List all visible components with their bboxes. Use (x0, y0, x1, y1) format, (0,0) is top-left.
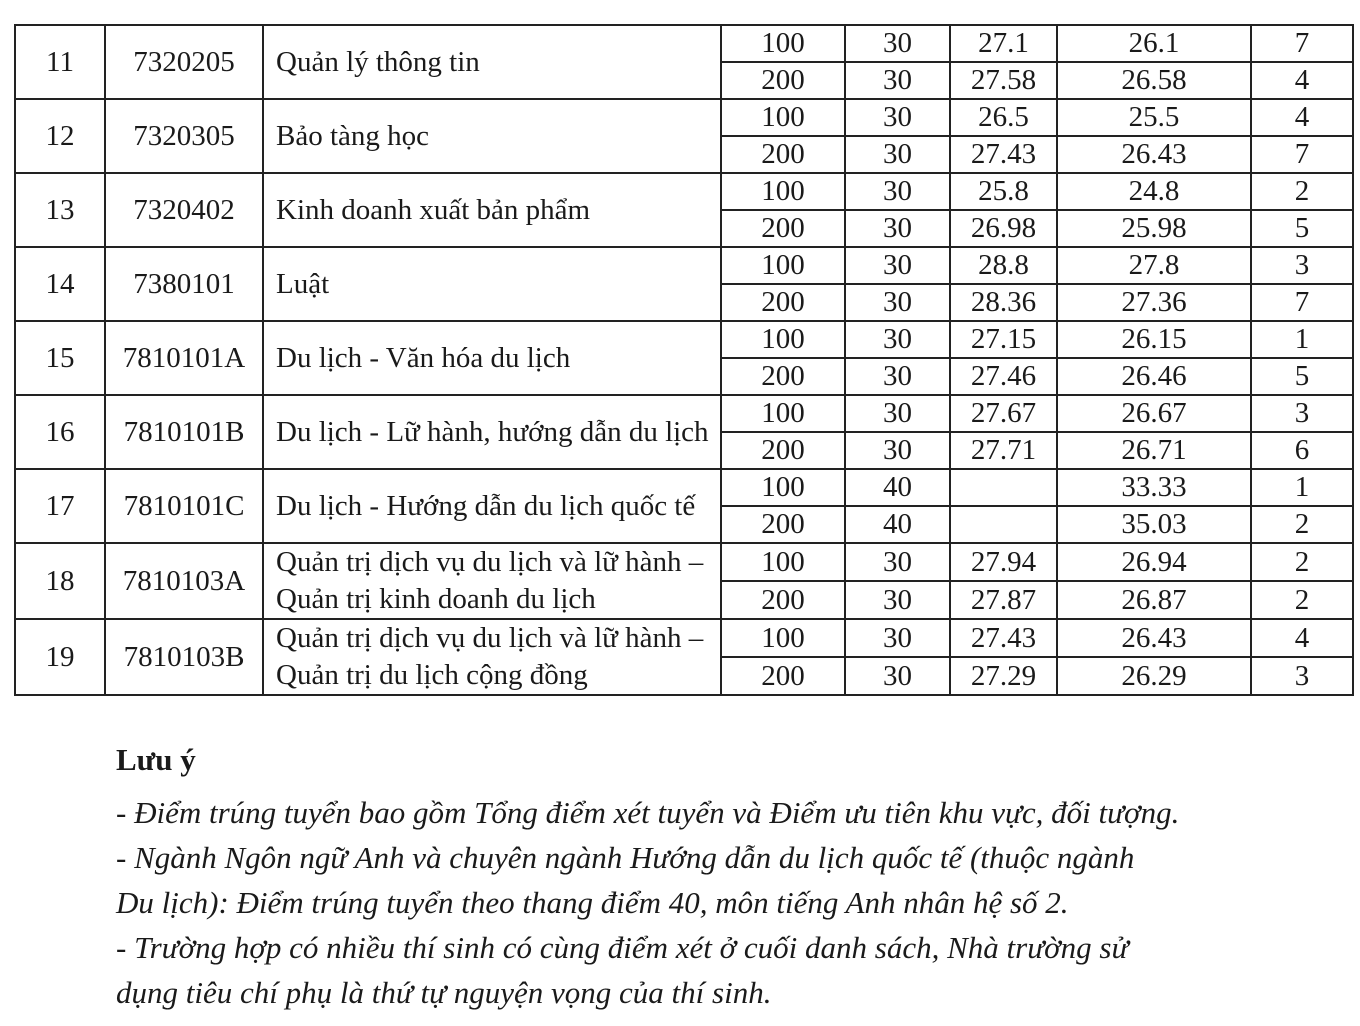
table-body (15, 25, 1353, 695)
major-code: 7380101 (105, 247, 263, 321)
score-scale: 30 (845, 247, 950, 284)
admission-score-table (14, 24, 1354, 696)
row-number: 17 (15, 469, 105, 543)
admission-score: 26.5 (950, 99, 1057, 136)
adjusted-score: 25.5 (1057, 99, 1251, 136)
aspiration-order: 5 (1251, 210, 1353, 247)
method-code: 100 (721, 173, 845, 210)
admission-score: 28.8 (950, 247, 1057, 284)
major-code: 7810101C (105, 469, 263, 543)
major-code: 7810101A (105, 321, 263, 395)
adjusted-score: 26.58 (1057, 62, 1251, 99)
major-name: Du lịch - Văn hóa du lịch (263, 321, 721, 395)
row-number: 12 (15, 99, 105, 173)
adjusted-score: 26.94 (1057, 543, 1251, 581)
note-line: - Ngành Ngôn ngữ Anh và chuyên ngành Hướng dẫn du lịch quốc tế (thuộc ngành (116, 840, 1135, 875)
score-scale: 30 (845, 136, 950, 173)
table-row (15, 99, 1353, 136)
adjusted-score: 26.43 (1057, 136, 1251, 173)
admission-score: 27.29 (950, 657, 1057, 695)
admission-score: 27.43 (950, 136, 1057, 173)
adjusted-score: 26.67 (1057, 395, 1251, 432)
score-scale: 30 (845, 657, 950, 695)
major-name: Du lịch - Hướng dẫn du lịch quốc tế (263, 469, 721, 543)
aspiration-order: 2 (1251, 506, 1353, 543)
method-code: 100 (721, 247, 845, 284)
adjusted-score: 26.15 (1057, 321, 1251, 358)
adjusted-score: 25.98 (1057, 210, 1251, 247)
major-name: Quản lý thông tin (263, 25, 721, 99)
admission-score: 27.46 (950, 358, 1057, 395)
major-name: Kinh doanh xuất bản phẩm (263, 173, 721, 247)
adjusted-score: 26.1 (1057, 25, 1251, 62)
score-scale: 30 (845, 432, 950, 469)
score-scale: 30 (845, 581, 950, 619)
admission-score: 27.94 (950, 543, 1057, 581)
aspiration-order: 7 (1251, 25, 1353, 62)
table-row (15, 25, 1353, 62)
admission-score: 27.71 (950, 432, 1057, 469)
score-scale: 30 (845, 358, 950, 395)
major-code: 7810101B (105, 395, 263, 469)
aspiration-order: 5 (1251, 358, 1353, 395)
adjusted-score: 26.46 (1057, 358, 1251, 395)
score-scale: 30 (845, 284, 950, 321)
method-code: 200 (721, 62, 845, 99)
adjusted-score: 35.03 (1057, 506, 1251, 543)
method-code: 200 (721, 657, 845, 695)
score-scale: 30 (845, 543, 950, 581)
table-row (15, 247, 1353, 284)
method-code: 100 (721, 395, 845, 432)
adjusted-score: 26.43 (1057, 619, 1251, 657)
notes-title: Lưu ý (116, 742, 196, 777)
admission-score: 26.98 (950, 210, 1057, 247)
score-scale: 30 (845, 62, 950, 99)
method-code: 200 (721, 210, 845, 247)
method-code: 200 (721, 358, 845, 395)
admission-score: 27.87 (950, 581, 1057, 619)
aspiration-order: 1 (1251, 469, 1353, 506)
adjusted-score: 33.33 (1057, 469, 1251, 506)
major-name: Du lịch - Lữ hành, hướng dẫn du lịch (263, 395, 721, 469)
notes-section (116, 736, 1286, 1015)
admission-score: 27.67 (950, 395, 1057, 432)
method-code: 100 (721, 25, 845, 62)
major-code: 7320305 (105, 99, 263, 173)
admission-score: 28.36 (950, 284, 1057, 321)
score-scale: 30 (845, 619, 950, 657)
admission-score: 27.58 (950, 62, 1057, 99)
major-code: 7810103B (105, 619, 263, 695)
aspiration-order: 2 (1251, 581, 1353, 619)
method-code: 200 (721, 506, 845, 543)
major-code: 7320402 (105, 173, 263, 247)
admission-score: 27.15 (950, 321, 1057, 358)
row-number: 13 (15, 173, 105, 247)
method-code: 200 (721, 136, 845, 173)
adjusted-score: 27.36 (1057, 284, 1251, 321)
row-number: 11 (15, 25, 105, 99)
adjusted-score: 26.87 (1057, 581, 1251, 619)
row-number: 19 (15, 619, 105, 695)
admission-score: 27.43 (950, 619, 1057, 657)
admission-score: 27.1 (950, 25, 1057, 62)
row-number: 15 (15, 321, 105, 395)
aspiration-order: 3 (1251, 657, 1353, 695)
major-code: 7320205 (105, 25, 263, 99)
aspiration-order: 3 (1251, 247, 1353, 284)
row-number: 16 (15, 395, 105, 469)
admission-score (950, 506, 1057, 543)
aspiration-order: 2 (1251, 173, 1353, 210)
aspiration-order: 3 (1251, 395, 1353, 432)
method-code: 100 (721, 469, 845, 506)
table-row (15, 543, 1353, 581)
table-row (15, 469, 1353, 506)
major-code: 7810103A (105, 543, 263, 619)
score-scale: 40 (845, 469, 950, 506)
admission-score (950, 469, 1057, 506)
adjusted-score: 26.29 (1057, 657, 1251, 695)
method-code: 100 (721, 99, 845, 136)
aspiration-order: 1 (1251, 321, 1353, 358)
adjusted-score: 26.71 (1057, 432, 1251, 469)
score-scale: 30 (845, 210, 950, 247)
method-code: 100 (721, 619, 845, 657)
aspiration-order: 6 (1251, 432, 1353, 469)
table-row (15, 173, 1353, 210)
score-scale: 30 (845, 99, 950, 136)
table-row (15, 619, 1353, 657)
note-line: dụng tiêu chí phụ là thứ tự nguyện vọng của thí sinh. (116, 975, 772, 1010)
note-line: Du lịch): Điểm trúng tuyển theo thang điểm 40, môn tiếng Anh nhân hệ số 2. (116, 885, 1069, 920)
method-code: 200 (721, 581, 845, 619)
aspiration-order: 4 (1251, 99, 1353, 136)
major-name: Quản trị dịch vụ du lịch và lữ hành – Quản trị kinh doanh du lịch (263, 543, 721, 619)
aspiration-order: 4 (1251, 62, 1353, 99)
row-number: 14 (15, 247, 105, 321)
aspiration-order: 2 (1251, 543, 1353, 581)
note-line: - Trường hợp có nhiều thí sinh có cùng điểm xét ở cuối danh sách, Nhà trường sử (116, 930, 1129, 965)
score-scale: 30 (845, 395, 950, 432)
aspiration-order: 4 (1251, 619, 1353, 657)
method-code: 200 (721, 432, 845, 469)
aspiration-order: 7 (1251, 284, 1353, 321)
score-scale: 40 (845, 506, 950, 543)
adjusted-score: 24.8 (1057, 173, 1251, 210)
score-scale: 30 (845, 321, 950, 358)
row-number: 18 (15, 543, 105, 619)
adjusted-score: 27.8 (1057, 247, 1251, 284)
aspiration-order: 7 (1251, 136, 1353, 173)
admission-score: 25.8 (950, 173, 1057, 210)
method-code: 100 (721, 321, 845, 358)
method-code: 100 (721, 543, 845, 581)
table-row (15, 321, 1353, 358)
method-code: 200 (721, 284, 845, 321)
major-name: Quản trị dịch vụ du lịch và lữ hành – Quản trị du lịch cộng đồng (263, 619, 721, 695)
score-scale: 30 (845, 25, 950, 62)
major-name: Luật (263, 247, 721, 321)
major-name: Bảo tàng học (263, 99, 721, 173)
score-scale: 30 (845, 173, 950, 210)
note-line: - Điểm trúng tuyển bao gồm Tổng điểm xét tuyển và Điểm ưu tiên khu vực, đối tượng. (116, 795, 1180, 830)
table-row (15, 395, 1353, 432)
